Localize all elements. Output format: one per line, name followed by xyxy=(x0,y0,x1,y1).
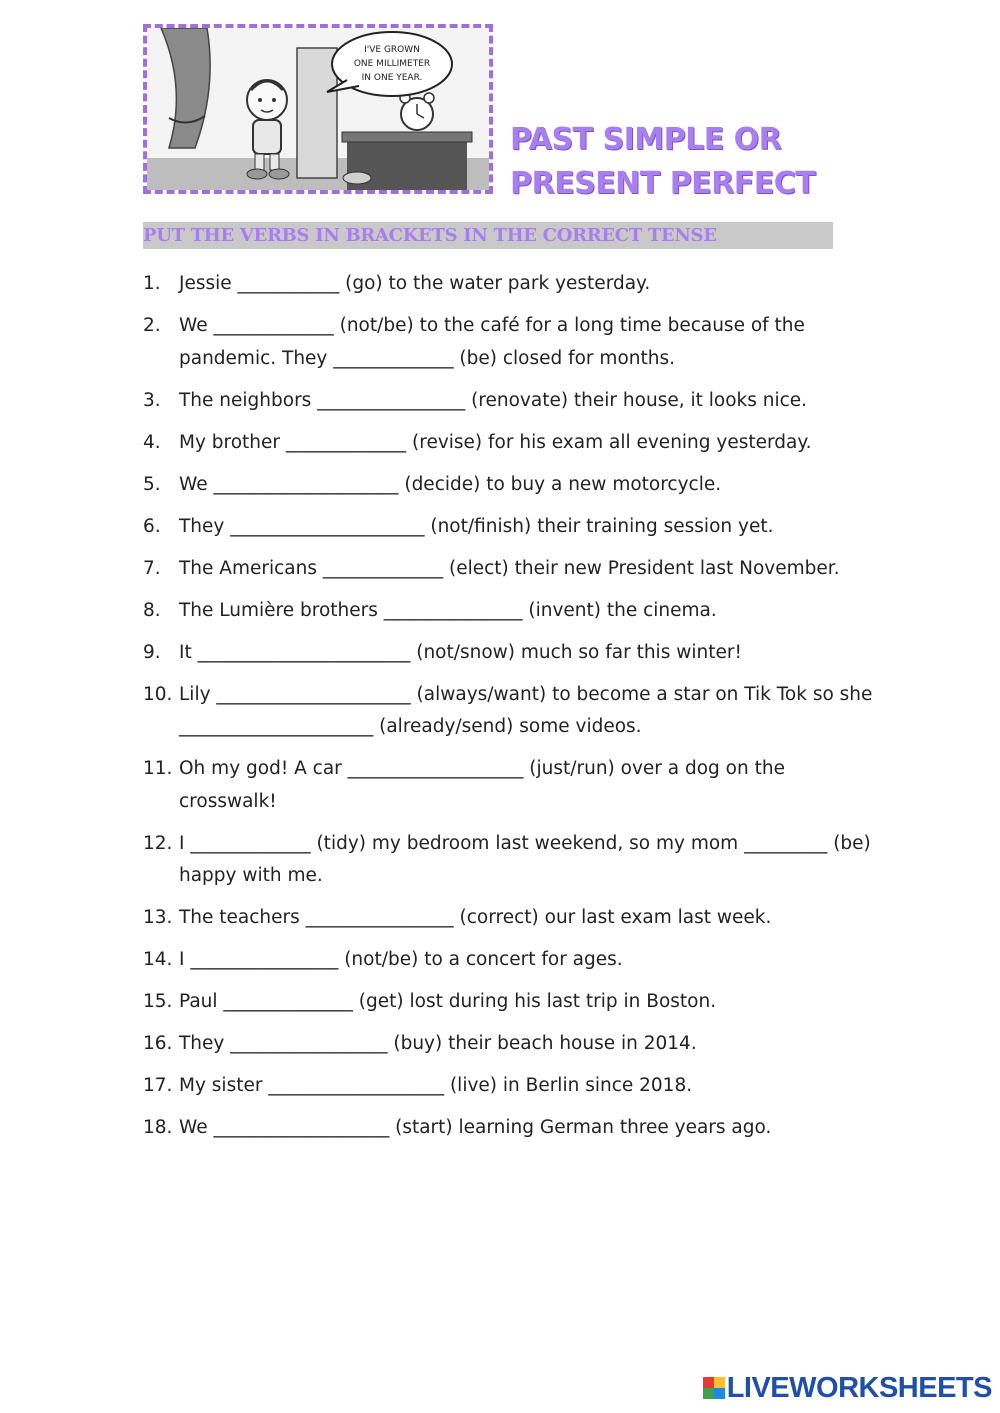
exercise-item xyxy=(143,595,873,628)
item-sentence: I _____________ (tidy) my bedroom last weekend, so my mom _________ (be) happy with me. xyxy=(179,832,871,886)
logo-icon xyxy=(703,1377,725,1399)
exercise-item xyxy=(143,268,873,301)
exercise-item xyxy=(143,902,873,935)
item-number: 12. xyxy=(143,832,173,854)
item-number: 9. xyxy=(143,641,161,663)
item-sentence: We ___________________ (start) learning German three years ago. xyxy=(179,1117,772,1138)
logo-square-green xyxy=(703,1388,714,1399)
instruction-banner: PUT THE VERBS IN BRACKETS IN THE CORRECT TENSE xyxy=(143,222,833,249)
exercise-item xyxy=(143,385,873,418)
cartoon-drawing xyxy=(147,28,489,190)
exercise-item xyxy=(143,310,873,375)
exercise-item xyxy=(143,553,873,586)
item-sentence: The neighbors ________________ (renovate) their house, it looks nice. xyxy=(179,389,808,411)
exercise-item xyxy=(143,1028,873,1061)
logo-square-yellow xyxy=(714,1377,725,1388)
item-sentence: Paul ______________ (get) lost during his last trip in Boston. xyxy=(179,991,717,1012)
item-sentence: It _______________________ (not/snow) much so far this winter! xyxy=(179,641,742,663)
item-sentence: The Americans _____________ (elect) their new President last November. xyxy=(179,557,840,579)
item-sentence: I ________________ (not/be) to a concert for ages. xyxy=(179,949,623,970)
item-number: 8. xyxy=(143,599,161,621)
item-number: 18. xyxy=(143,1117,173,1138)
item-sentence: We ____________________ (decide) to buy a new motorcycle. xyxy=(179,473,722,495)
item-sentence: Jessie ___________ (go) to the water park yesterday. xyxy=(179,273,651,294)
logo-square-blue xyxy=(714,1388,725,1399)
item-number: 17. xyxy=(143,1075,173,1096)
exercise-item xyxy=(143,511,873,544)
speech-line-2: ONE MILLIMETER xyxy=(353,59,431,69)
worksheet-title xyxy=(510,118,840,206)
item-number: 1. xyxy=(143,273,161,294)
logo-square-red xyxy=(703,1377,714,1388)
cartoon-illustration xyxy=(143,24,493,194)
item-number: 3. xyxy=(143,389,161,411)
exercise-item xyxy=(143,944,873,977)
item-sentence: They _________________ (buy) their beach house in 2014. xyxy=(179,1033,697,1054)
speech-line-3: IN ONE YEAR. xyxy=(361,73,423,83)
exercise-item xyxy=(143,469,873,502)
item-sentence: The Lumière brothers _______________ (invent) the cinema. xyxy=(179,599,717,621)
exercise-item xyxy=(143,427,873,460)
exercise-item xyxy=(143,637,873,670)
item-sentence: They _____________________ (not/finish) their training session yet. xyxy=(179,515,774,537)
item-sentence: Oh my god! A car ___________________ (just/run) over a dog on the crosswalk! xyxy=(179,758,785,812)
item-number: 10. xyxy=(143,683,173,705)
item-number: 7. xyxy=(143,557,161,579)
item-number: 11. xyxy=(143,758,173,779)
speech-line-1: I'VE GROWN xyxy=(364,45,420,55)
item-number: 16. xyxy=(143,1033,173,1054)
item-number: 4. xyxy=(143,431,161,453)
title-line-1: PAST SIMPLE OR xyxy=(510,122,782,157)
exercise-item xyxy=(143,828,873,893)
item-number: 13. xyxy=(143,907,173,928)
item-sentence: Lily _____________________ (always/want) to become a star on Tik Tok so she _____________________ (already/send) some videos. xyxy=(179,683,873,737)
exercise-item xyxy=(143,679,873,744)
liveworksheets-logo xyxy=(703,1373,992,1403)
item-number: 5. xyxy=(143,473,161,495)
exercise-item xyxy=(143,753,873,818)
item-sentence: My brother _____________ (revise) for his exam all evening yesterday. xyxy=(179,431,812,453)
exercise-list xyxy=(143,268,873,1154)
exercise-item xyxy=(143,986,873,1019)
item-number: 14. xyxy=(143,949,173,970)
item-number: 2. xyxy=(143,315,161,336)
item-sentence: The teachers ________________ (correct) our last exam last week. xyxy=(179,907,772,928)
item-number: 6. xyxy=(143,515,161,537)
logo-text: LIVEWORKSHEETS xyxy=(726,1371,992,1404)
title-line-2: PRESENT PERFECT xyxy=(510,166,816,201)
item-number: 15. xyxy=(143,991,173,1012)
exercise-item xyxy=(143,1070,873,1103)
item-sentence: My sister ___________________ (live) in Berlin since 2018. xyxy=(179,1075,693,1096)
exercise-item xyxy=(143,1112,873,1145)
item-sentence: We _____________ (not/be) to the café for a long time because of the pandemic. They _____________ (be) closed for months. xyxy=(179,315,805,369)
